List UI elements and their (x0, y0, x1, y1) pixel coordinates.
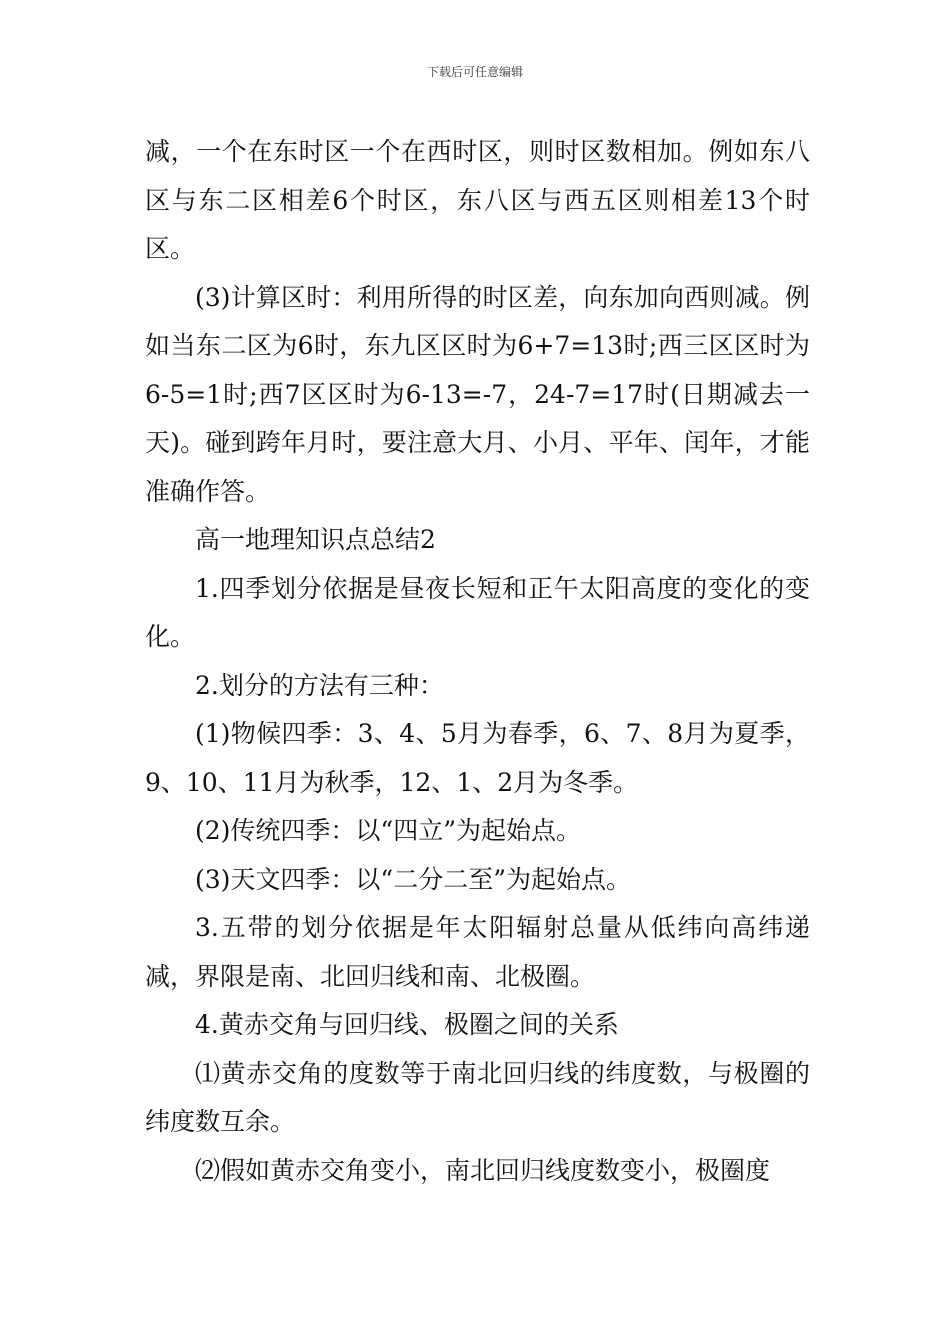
paragraph-obliquity-relation: 4.黄赤交角与回归线、极圈之间的关系 (195, 1010, 619, 1039)
section-heading: 高一地理知识点总结2 (195, 525, 436, 554)
paragraph-division-methods: 2.划分的方法有三种： (195, 670, 444, 700)
paragraph-traditional-seasons: (2)传统四季：以“四立”为起始点。 (195, 816, 581, 845)
page-header-note: 下载后可任意编辑 (426, 65, 523, 79)
paragraph-five-zones: 3.五带的划分依据是年太阳辐射总量从低纬向高纬递减，界限是南、北回归线和南、北极圈。 (145, 913, 810, 991)
paragraph-astronomical-seasons: (3)天文四季：以“二分二至”为起始点。 (195, 864, 631, 894)
paragraph-calculate-zone-time: (3)计算区时：利用所得的时区差，向东加向西则减。例如当东二区为6时，东九区区时为6+7=13时;西三区区时为6-5=1时;西7区区时为6-13=-7，24-7=17时(日期减去一天)。碰到跨年月时，要注意大月、小月、平年、闰年，才能准确作答。 (145, 282, 810, 506)
paragraph-timezone-difference: 减，一个在东时区一个在西时区，则时区数相加。例如东八区与东二区相差6个时区，东八区与西五区则相差13个时区。 (145, 137, 810, 263)
paragraph-seasons-basis: 1.四季划分依据是昼夜长短和正午太阳高度的变化的变化。 (145, 573, 810, 651)
paragraph-phenology-seasons: (1)物候四季：3、4、5月为春季，6、7、8月为夏季，9、10、11月为秋季，12、1、2月为冬季。 (145, 719, 810, 797)
document-body (145, 128, 810, 1195)
paragraph-obliquity-degrees: ⑴黄赤交角的度数等于南北回归线的纬度数，与极圈的纬度数互余。 (145, 1058, 810, 1136)
paragraph-obliquity-decrease: ⑵假如黄赤交角变小，南北回归线度数变小，极圈度 (195, 1155, 771, 1185)
